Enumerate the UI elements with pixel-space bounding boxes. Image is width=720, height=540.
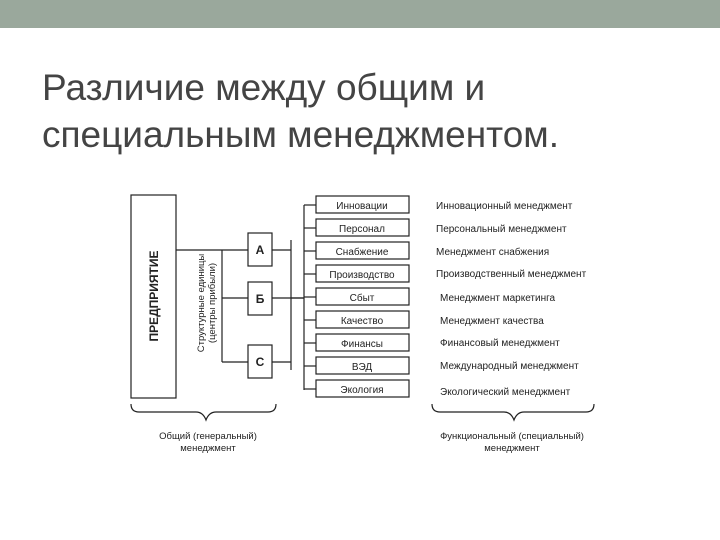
functional-brace <box>432 404 594 420</box>
mgmt-innovation: Инновационный менеджмент <box>436 201 573 212</box>
function-personnel: Персонал <box>339 224 385 235</box>
mgmt-production: Производственный менеджмент <box>436 269 587 280</box>
unit-label-b: Б <box>255 292 265 306</box>
mgmt-supply: Менеджмент снабжения <box>436 247 550 258</box>
unit-label-a: А <box>255 243 265 257</box>
functional-caption-2: менеджмент <box>484 443 540 454</box>
function-fea: ВЭД <box>351 362 373 373</box>
mgmt-quality: Менеджмент качества <box>440 316 544 327</box>
function-innovations: Инновации <box>336 201 388 212</box>
function-supply: Снабжение <box>335 247 389 258</box>
mgmt-personnel: Персональный менеджмент <box>436 224 567 235</box>
function-sales: Сбыт <box>349 293 375 304</box>
function-ecology: Экология <box>340 385 384 396</box>
general-caption-1: Общий (генеральный) <box>159 431 257 442</box>
function-quality: Качество <box>340 316 384 327</box>
mgmt-finance: Финансовый менеджмент <box>440 338 560 349</box>
mgmt-international: Международный менеджмент <box>440 361 579 372</box>
general-caption-2: менеджмент <box>180 443 236 454</box>
unit-label-c: С <box>255 355 265 369</box>
function-production: Производство <box>329 270 395 281</box>
function-finance: Финансы <box>341 339 383 350</box>
structural-units-label-2: (центры прибыли) <box>207 262 218 344</box>
structural-units-label-1: Структурные единицы <box>196 253 207 353</box>
mgmt-marketing: Менеджмент маркетинга <box>440 293 556 304</box>
title-line-1: Различие между общим и <box>42 67 486 108</box>
enterprise-label: ПРЕДПРИЯТИЕ <box>147 250 161 342</box>
mgmt-ecological: Экологический менеджмент <box>440 387 571 398</box>
general-brace <box>131 404 276 420</box>
functional-caption-1: Функциональный (специальный) <box>440 431 584 442</box>
title-line-2: специальным менеджментом. <box>42 114 559 155</box>
